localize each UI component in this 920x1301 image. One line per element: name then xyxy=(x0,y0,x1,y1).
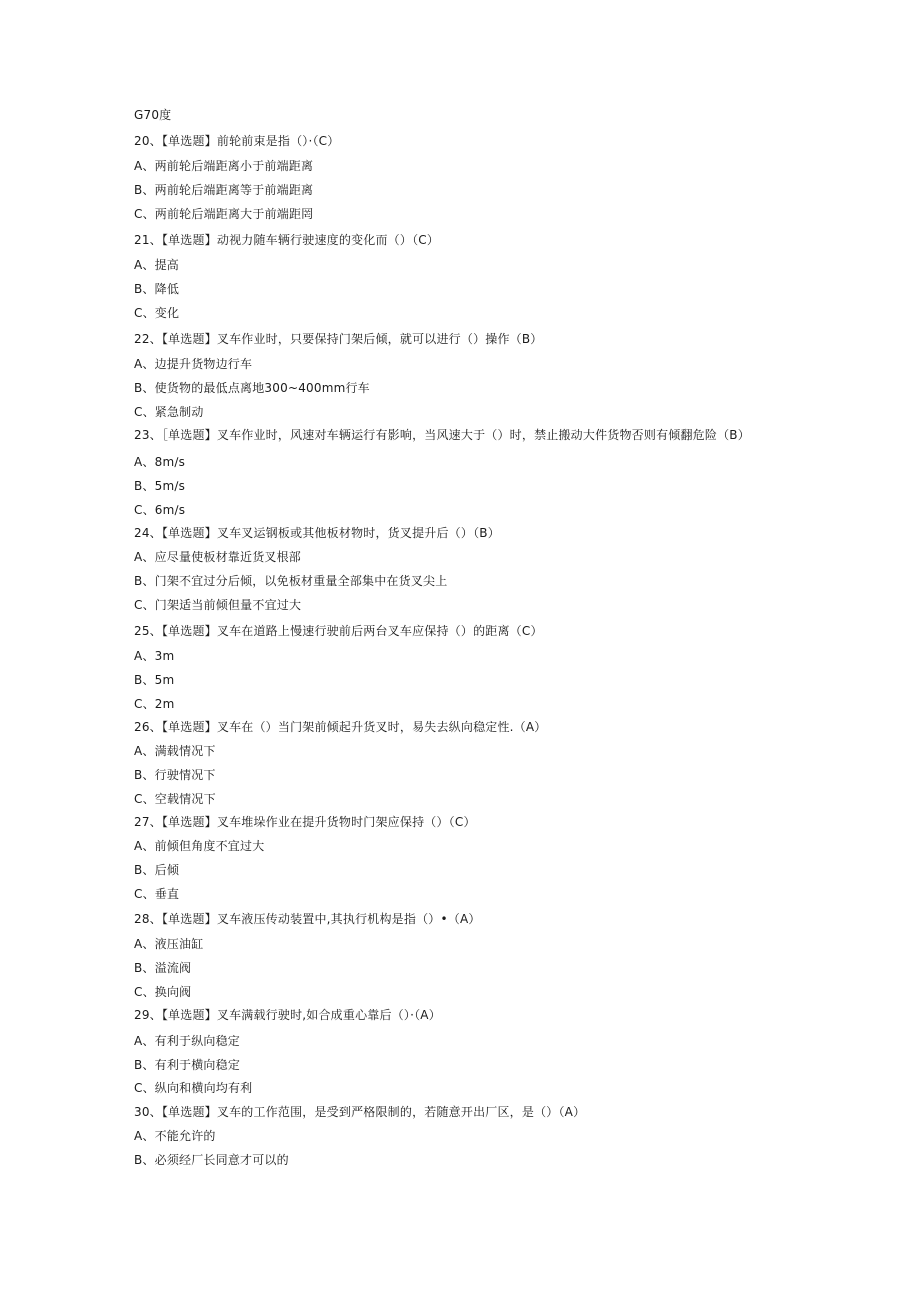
option-line: B、门架不宜过分后倾，以免板材重量全部集中在货叉尖上 xyxy=(134,574,448,588)
option-line: C、门架适当前倾但量不宜过大 xyxy=(134,598,302,612)
question-24: 24、【单选题】叉车叉运钢板或其他板材物时，货叉提升后（）（B） xyxy=(134,526,500,540)
option-line: B、两前轮后端距离等于前端距离 xyxy=(134,183,314,197)
option-line: A、应尽量使板材靠近货叉根部 xyxy=(134,550,302,564)
option-line: B、降低 xyxy=(134,282,180,296)
option-line: B、必须经厂长同意才可以的 xyxy=(134,1153,289,1167)
option-line: A、边提升货物边行车 xyxy=(134,357,253,371)
question-20: 20、【单选题】前轮前束是指（）·（C） xyxy=(134,134,340,148)
option-line: C、空载情况下 xyxy=(134,792,216,806)
question-29: 29、【单选题】叉车满载行驶时,如合成重心靠后（）·（A） xyxy=(134,1008,441,1022)
option-line: A、不能允许的 xyxy=(134,1129,216,1143)
option-line: B、5m xyxy=(134,673,175,687)
question-30: 30、【单选题】叉车的工作范围，是受到严格限制的，若随意开出厂区，是（）（A） xyxy=(134,1105,586,1119)
option-line: B、行驶情况下 xyxy=(134,768,216,782)
question-21: 21、【单选题】动视力随车辆行驶速度的变化而（）（C） xyxy=(134,233,440,247)
question-25: 25、【单选题】叉车在道路上慢速行驶前后两台叉车应保持（）的距离（C） xyxy=(134,624,543,638)
option-line: A、8m∕s xyxy=(134,455,186,469)
option-line: C、6m∕s xyxy=(134,503,186,517)
option-line: B、后倾 xyxy=(134,863,180,877)
text-line: G70度 xyxy=(134,108,172,122)
option-line: C、紧急制动 xyxy=(134,405,204,419)
question-27: 27、【单选题】叉车堆垛作业在提升货物时门架应保持（）（C） xyxy=(134,815,476,829)
option-line: A、前倾但角度不宜过大 xyxy=(134,839,265,853)
option-line: C、两前轮后端距离大于前端距罔 xyxy=(134,207,314,221)
option-line: A、液压油缸 xyxy=(134,937,204,951)
option-line: C、变化 xyxy=(134,306,180,320)
option-line: B、使货物的最低点离地300~400mm行车 xyxy=(134,381,370,395)
option-line: A、两前轮后端距离小于前端距离 xyxy=(134,159,314,173)
question-22: 22、【单选题】叉车作业时，只要保持门架后倾，就可以进行（）操作（B） xyxy=(134,332,543,346)
option-line: A、提高 xyxy=(134,258,180,272)
option-line: C、2m xyxy=(134,697,175,711)
option-line: B、溢流阀 xyxy=(134,961,192,975)
option-line: A、有利于纵向稳定 xyxy=(134,1034,241,1048)
option-line: C、换向阀 xyxy=(134,985,192,999)
question-28: 28、【单选题】叉车液压传动装置中,其执行机构是指（）•（A） xyxy=(134,912,481,926)
option-line: C、垂直 xyxy=(134,887,180,901)
question-23: 23、［单选题】叉车作业时，风速对车辆运行有影响，当风速大于（）时，禁止搬动大件货物否则有倾翻危险（B） xyxy=(134,428,750,442)
option-line: B、5m∕s xyxy=(134,479,186,493)
option-line: C、纵向和横向均有利 xyxy=(134,1081,253,1095)
option-line: A、3m xyxy=(134,649,175,663)
question-26: 26、【单选题】叉车在（）当门架前倾起升货叉时，易失去纵向稳定性.（A） xyxy=(134,720,547,734)
option-line: A、满载情况下 xyxy=(134,744,216,758)
option-line: B、有利于横向稳定 xyxy=(134,1058,241,1072)
